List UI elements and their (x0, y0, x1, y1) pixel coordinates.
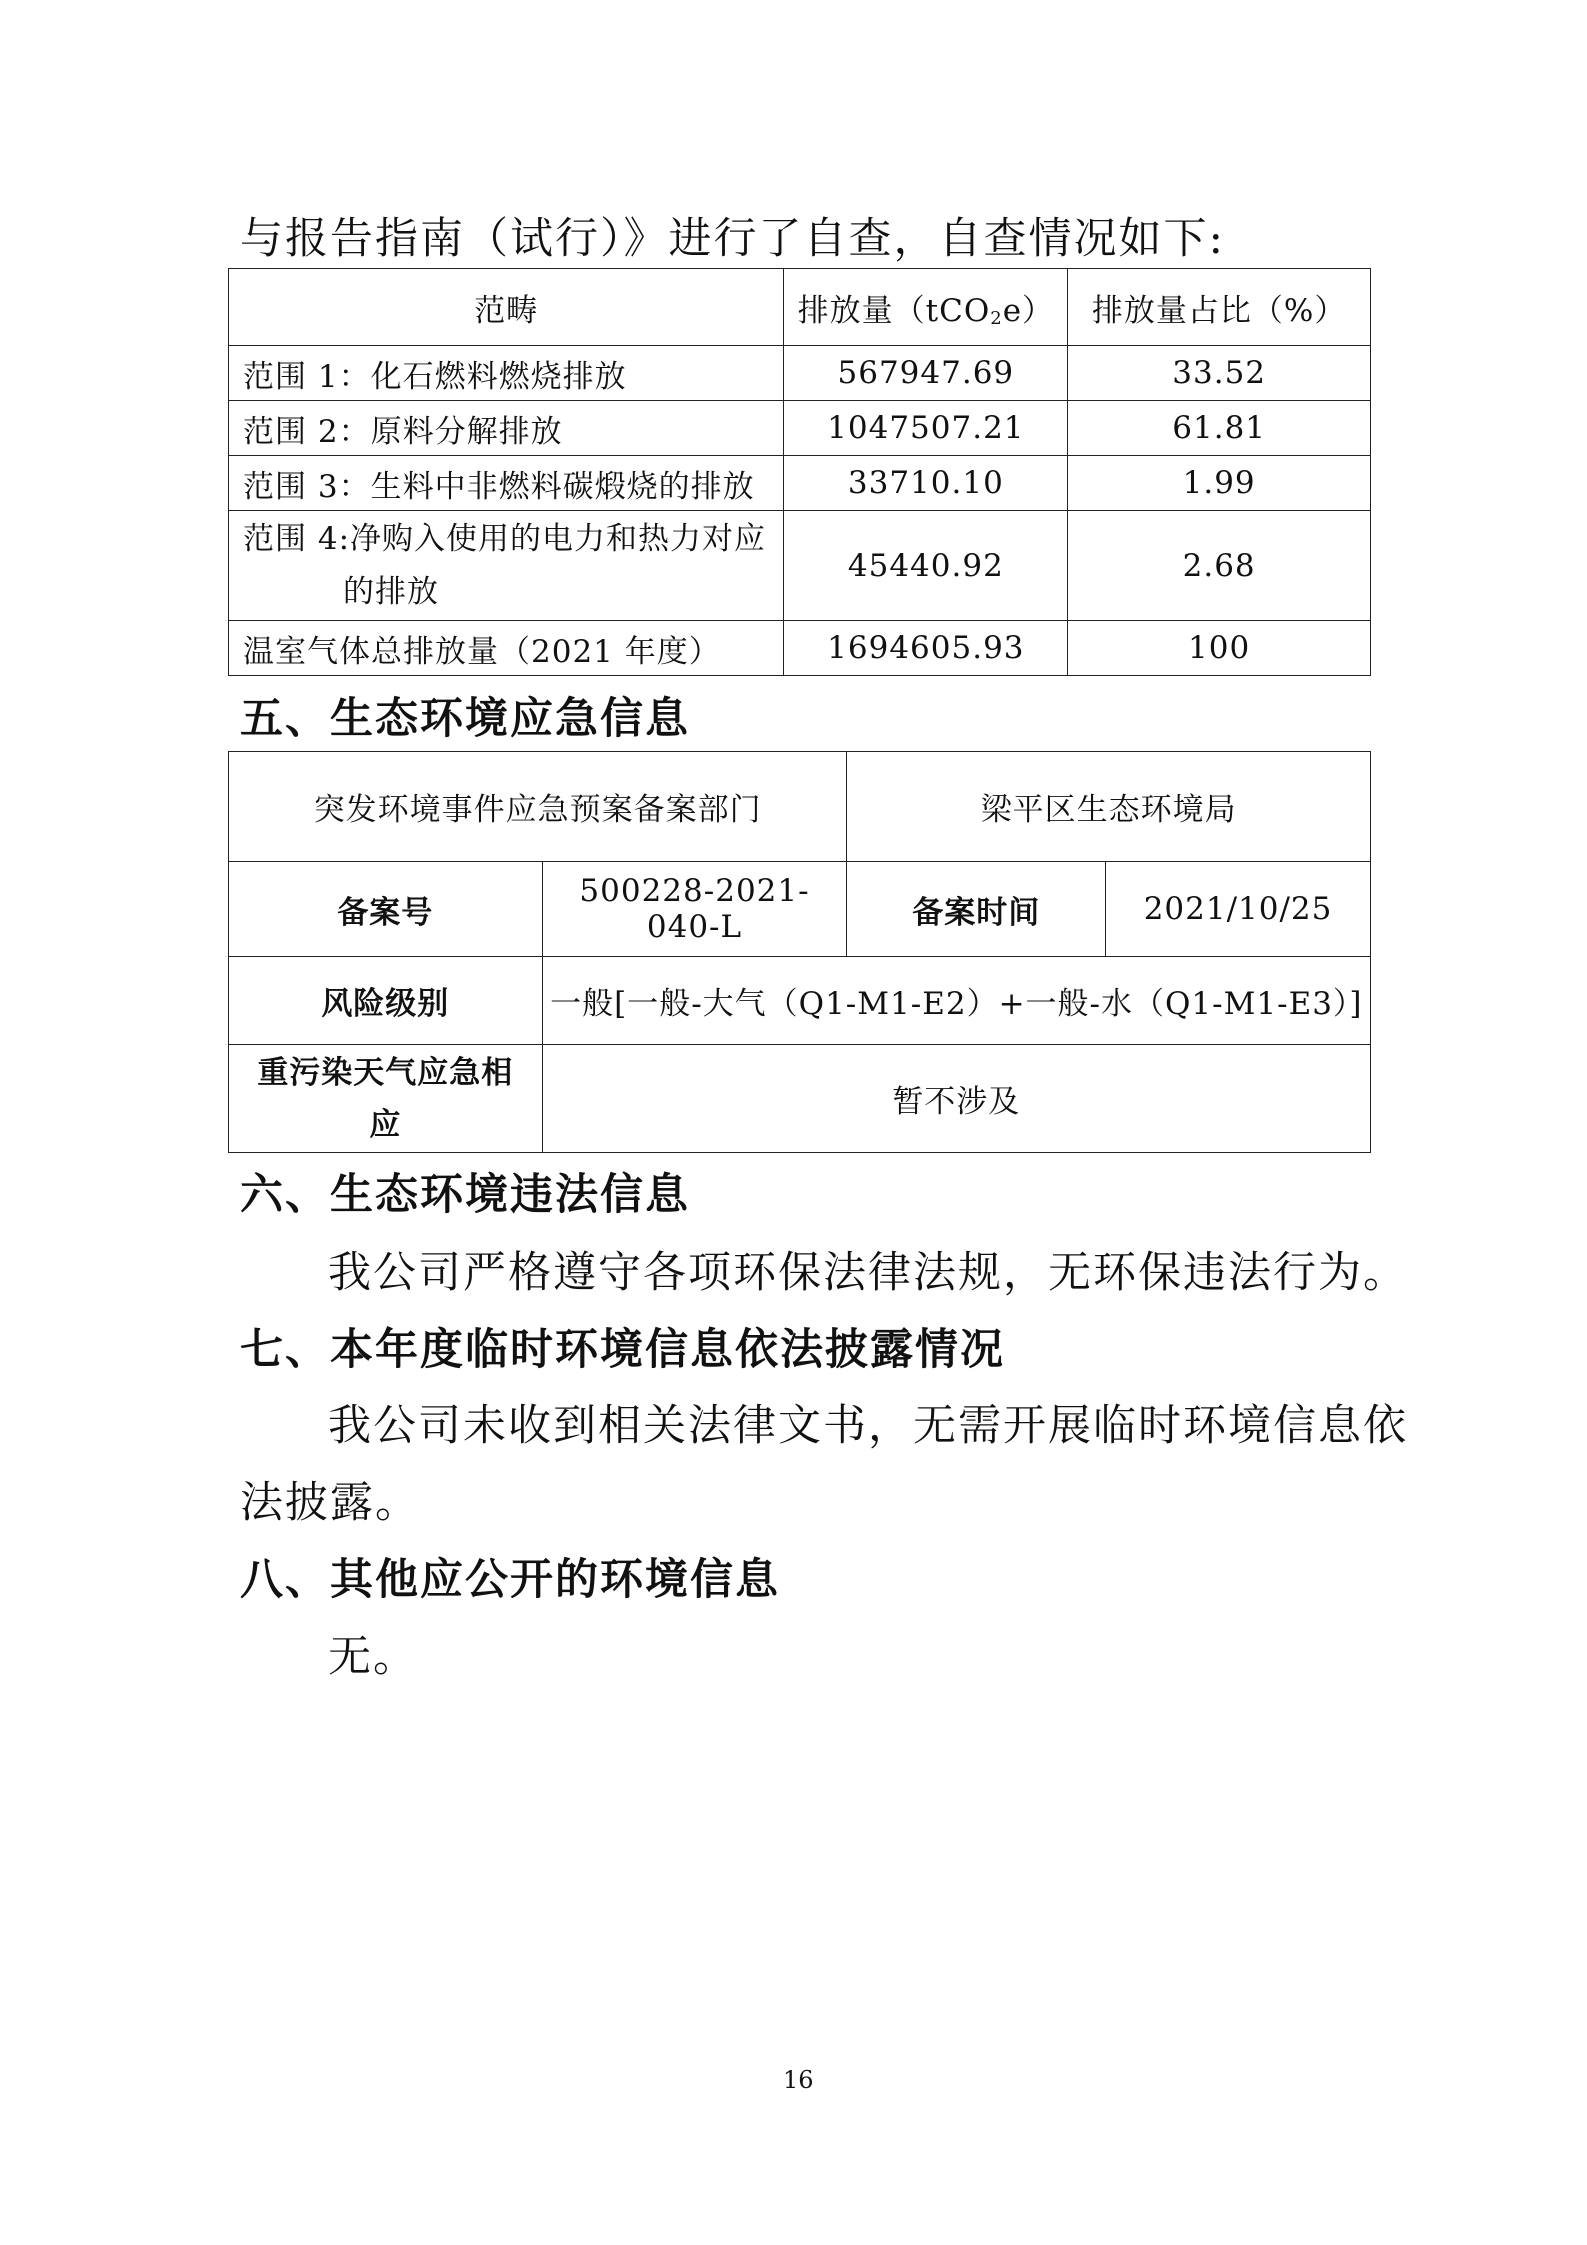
risk-value: 一般[一般-大气（Q1-M1-E2）+一般-水（Q1-M1-E3）] (542, 957, 1370, 1045)
table-row (229, 456, 1371, 511)
section6-heading: 六、生态环境违法信息 (240, 1170, 690, 1220)
dept-label: 突发环境事件应急预案备案部门 (229, 752, 847, 862)
row-share: 61.81 (1068, 401, 1371, 456)
emissions-header-row (229, 269, 1371, 346)
record-no-label: 备案号 (229, 862, 543, 957)
page-number: 16 (783, 2066, 814, 2094)
record-time-label: 备案时间 (847, 862, 1106, 957)
pollution-value: 暂不涉及 (542, 1045, 1370, 1153)
row-category-line1: 范围 4:净购入使用的电力和热力对应 (243, 520, 767, 557)
pollution-label-line1: 重污染天气应急相 (257, 1054, 514, 1091)
emissions-table (228, 268, 1371, 676)
table-row (229, 862, 1371, 957)
row-amount: 567947.69 (784, 346, 1068, 401)
row-amount: 1694605.93 (784, 621, 1068, 676)
record-no-value: 500228-2021-040-L (542, 862, 847, 957)
row-share: 2.68 (1068, 511, 1371, 621)
header-category: 范畴 (229, 269, 784, 346)
row-category (229, 511, 784, 621)
row-amount: 45440.92 (784, 511, 1068, 621)
table-row (229, 401, 1371, 456)
table-row (229, 1045, 1371, 1153)
risk-label: 风险级别 (229, 957, 543, 1045)
table-row (229, 752, 1371, 862)
section8-heading: 八、其他应公开的环境信息 (240, 1555, 780, 1605)
row-share: 1.99 (1068, 456, 1371, 511)
row-category-line2: 的排放 (343, 573, 439, 610)
section7-body-line2: 法披露。 (240, 1478, 420, 1528)
header-share: 排放量占比（%） (1068, 269, 1371, 346)
section6-body: 我公司严格遵守各项环保法律法规，无环保违法行为。 (328, 1248, 1408, 1298)
row-category: 温室气体总排放量（2021 年度） (229, 621, 784, 676)
row-category: 范围 1：化石燃料燃烧排放 (229, 346, 784, 401)
row-category: 范围 3：生料中非燃料碳煅烧的排放 (229, 456, 784, 511)
row-share: 33.52 (1068, 346, 1371, 401)
table-row (229, 621, 1371, 676)
section7-heading: 七、本年度临时环境信息依法披露情况 (240, 1325, 1005, 1375)
table-row (229, 346, 1371, 401)
dept-value: 梁平区生态环境局 (847, 752, 1371, 862)
section7-body-line1: 我公司未收到相关法律文书，无需开展临时环境信息依 (328, 1401, 1408, 1451)
section8-body: 无。 (328, 1632, 418, 1682)
table-row (229, 511, 1371, 621)
record-time-value: 2021/10/25 (1106, 862, 1371, 957)
pollution-label (229, 1045, 543, 1153)
pollution-label-line2: 应 (369, 1106, 402, 1143)
row-category: 范围 2：原料分解排放 (229, 401, 784, 456)
row-amount: 1047507.21 (784, 401, 1068, 456)
section5-heading: 五、生态环境应急信息 (240, 694, 690, 744)
row-share: 100 (1068, 621, 1371, 676)
header-amount: 排放量（tCO2e） (784, 269, 1068, 346)
emergency-table (228, 751, 1371, 1153)
intro-line: 与报告指南（试行）》进行了自查，自查情况如下: (240, 214, 1225, 264)
table-row (229, 957, 1371, 1045)
row-amount: 33710.10 (784, 456, 1068, 511)
